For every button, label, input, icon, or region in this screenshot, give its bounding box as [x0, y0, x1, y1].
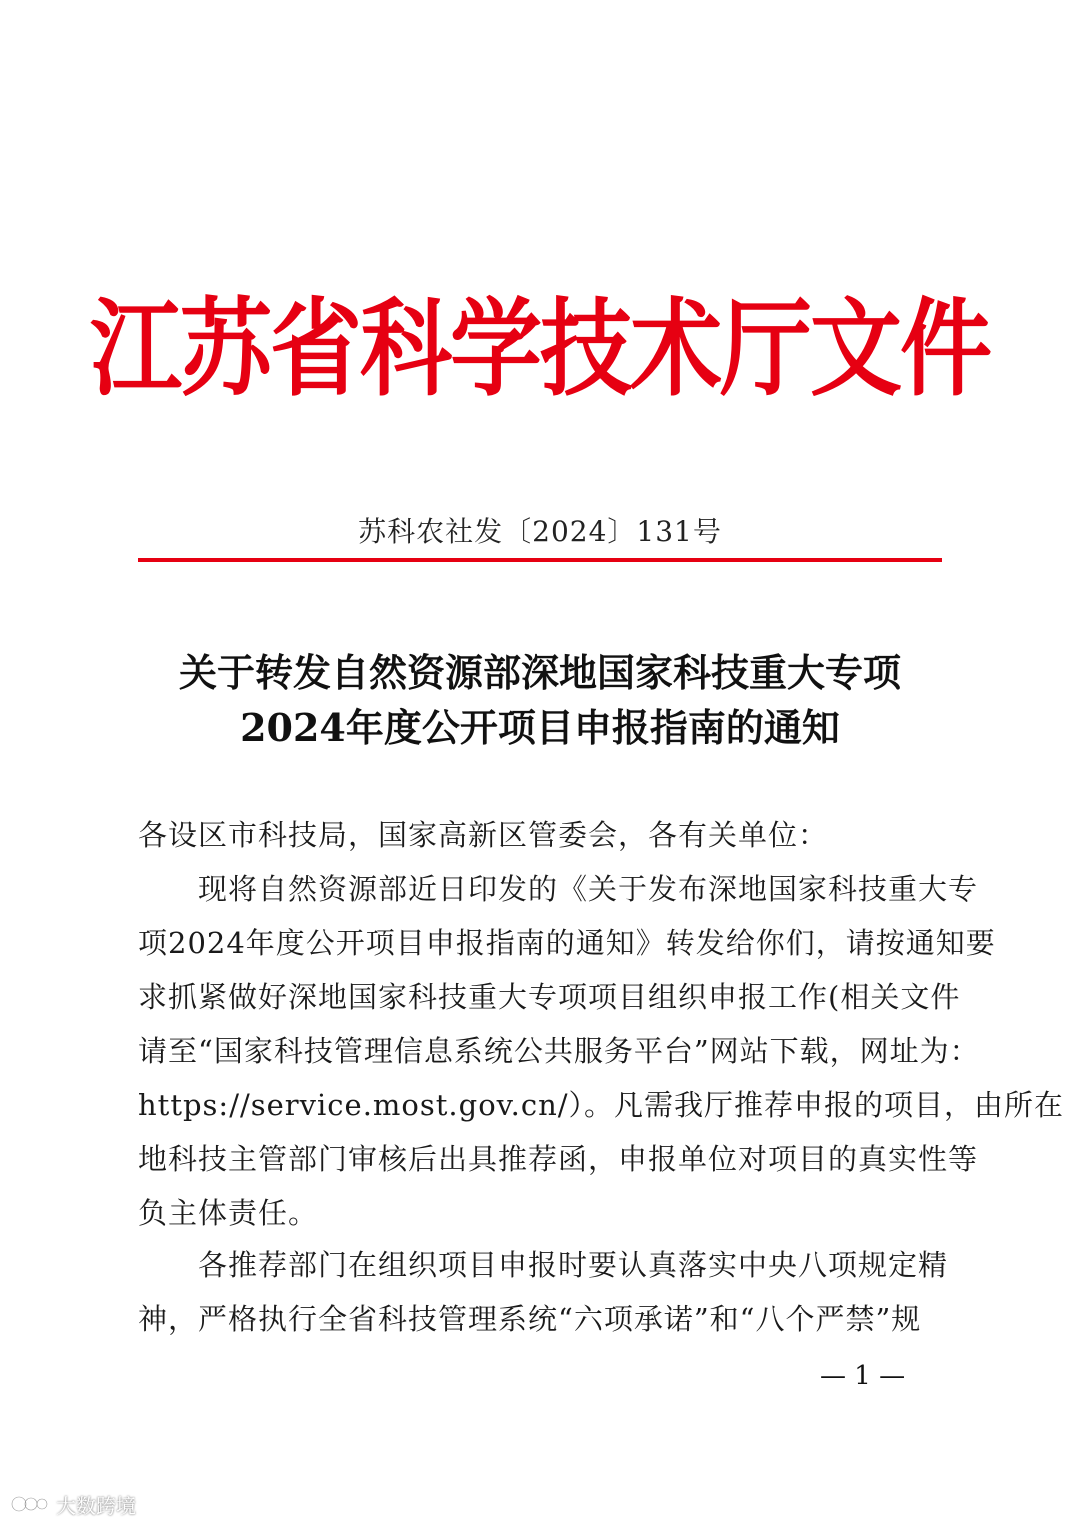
salutation	[138, 808, 942, 862]
paragraph-line: 请至“国家科技管理信息系统公共服务平台”网站下载，网址为：	[138, 1034, 980, 1068]
notice-title-line-1: 关于转发自然资源部深地国家科技重大专项	[178, 650, 901, 695]
paragraph-line: 各推荐部门在组织项目申报时要认真落实中央八项规定精	[198, 1248, 949, 1282]
red-divider-rule	[138, 558, 942, 562]
paragraph-line: 神，严格执行全省科技管理系统“六项承诺”和“八个严禁”规	[138, 1302, 922, 1336]
paragraph-line: https://service.most.gov.cn/）。凡需我厅推荐申报的项目，由所在	[138, 1088, 1065, 1122]
paragraph-line: 负主体责任。	[138, 1196, 319, 1230]
page-number: — 1 —	[820, 1361, 906, 1391]
watermark-text: 大数跨境	[56, 1493, 136, 1518]
notice-title-line-2: 2024年度公开项目申报指南的通知	[240, 705, 840, 750]
paragraph-line: 求抓紧做好深地国家科技重大专项项目组织申报工作(相关文件	[138, 980, 961, 1014]
body-paragraph-1	[138, 862, 1065, 1240]
watermark-logo-icon	[10, 1493, 50, 1515]
masthead-title: 江苏省科学技术厅文件	[89, 287, 990, 411]
watermark	[10, 1490, 136, 1518]
document-number: 苏科农社发〔2024〕131号	[358, 515, 722, 548]
salutation-text: 各设区市科技局，国家高新区管委会，各有关单位：	[138, 818, 829, 852]
body-paragraph-2	[138, 1238, 949, 1346]
paragraph-line: 地科技主管部门审核后出具推荐函，申报单位对项目的真实性等	[138, 1142, 979, 1176]
paragraph-line: 现将自然资源部近日印发的《关于发布深地国家科技重大专	[198, 872, 979, 906]
paragraph-line: 项2024年度公开项目申报指南的通知》转发给你们，请按通知要	[138, 926, 996, 960]
